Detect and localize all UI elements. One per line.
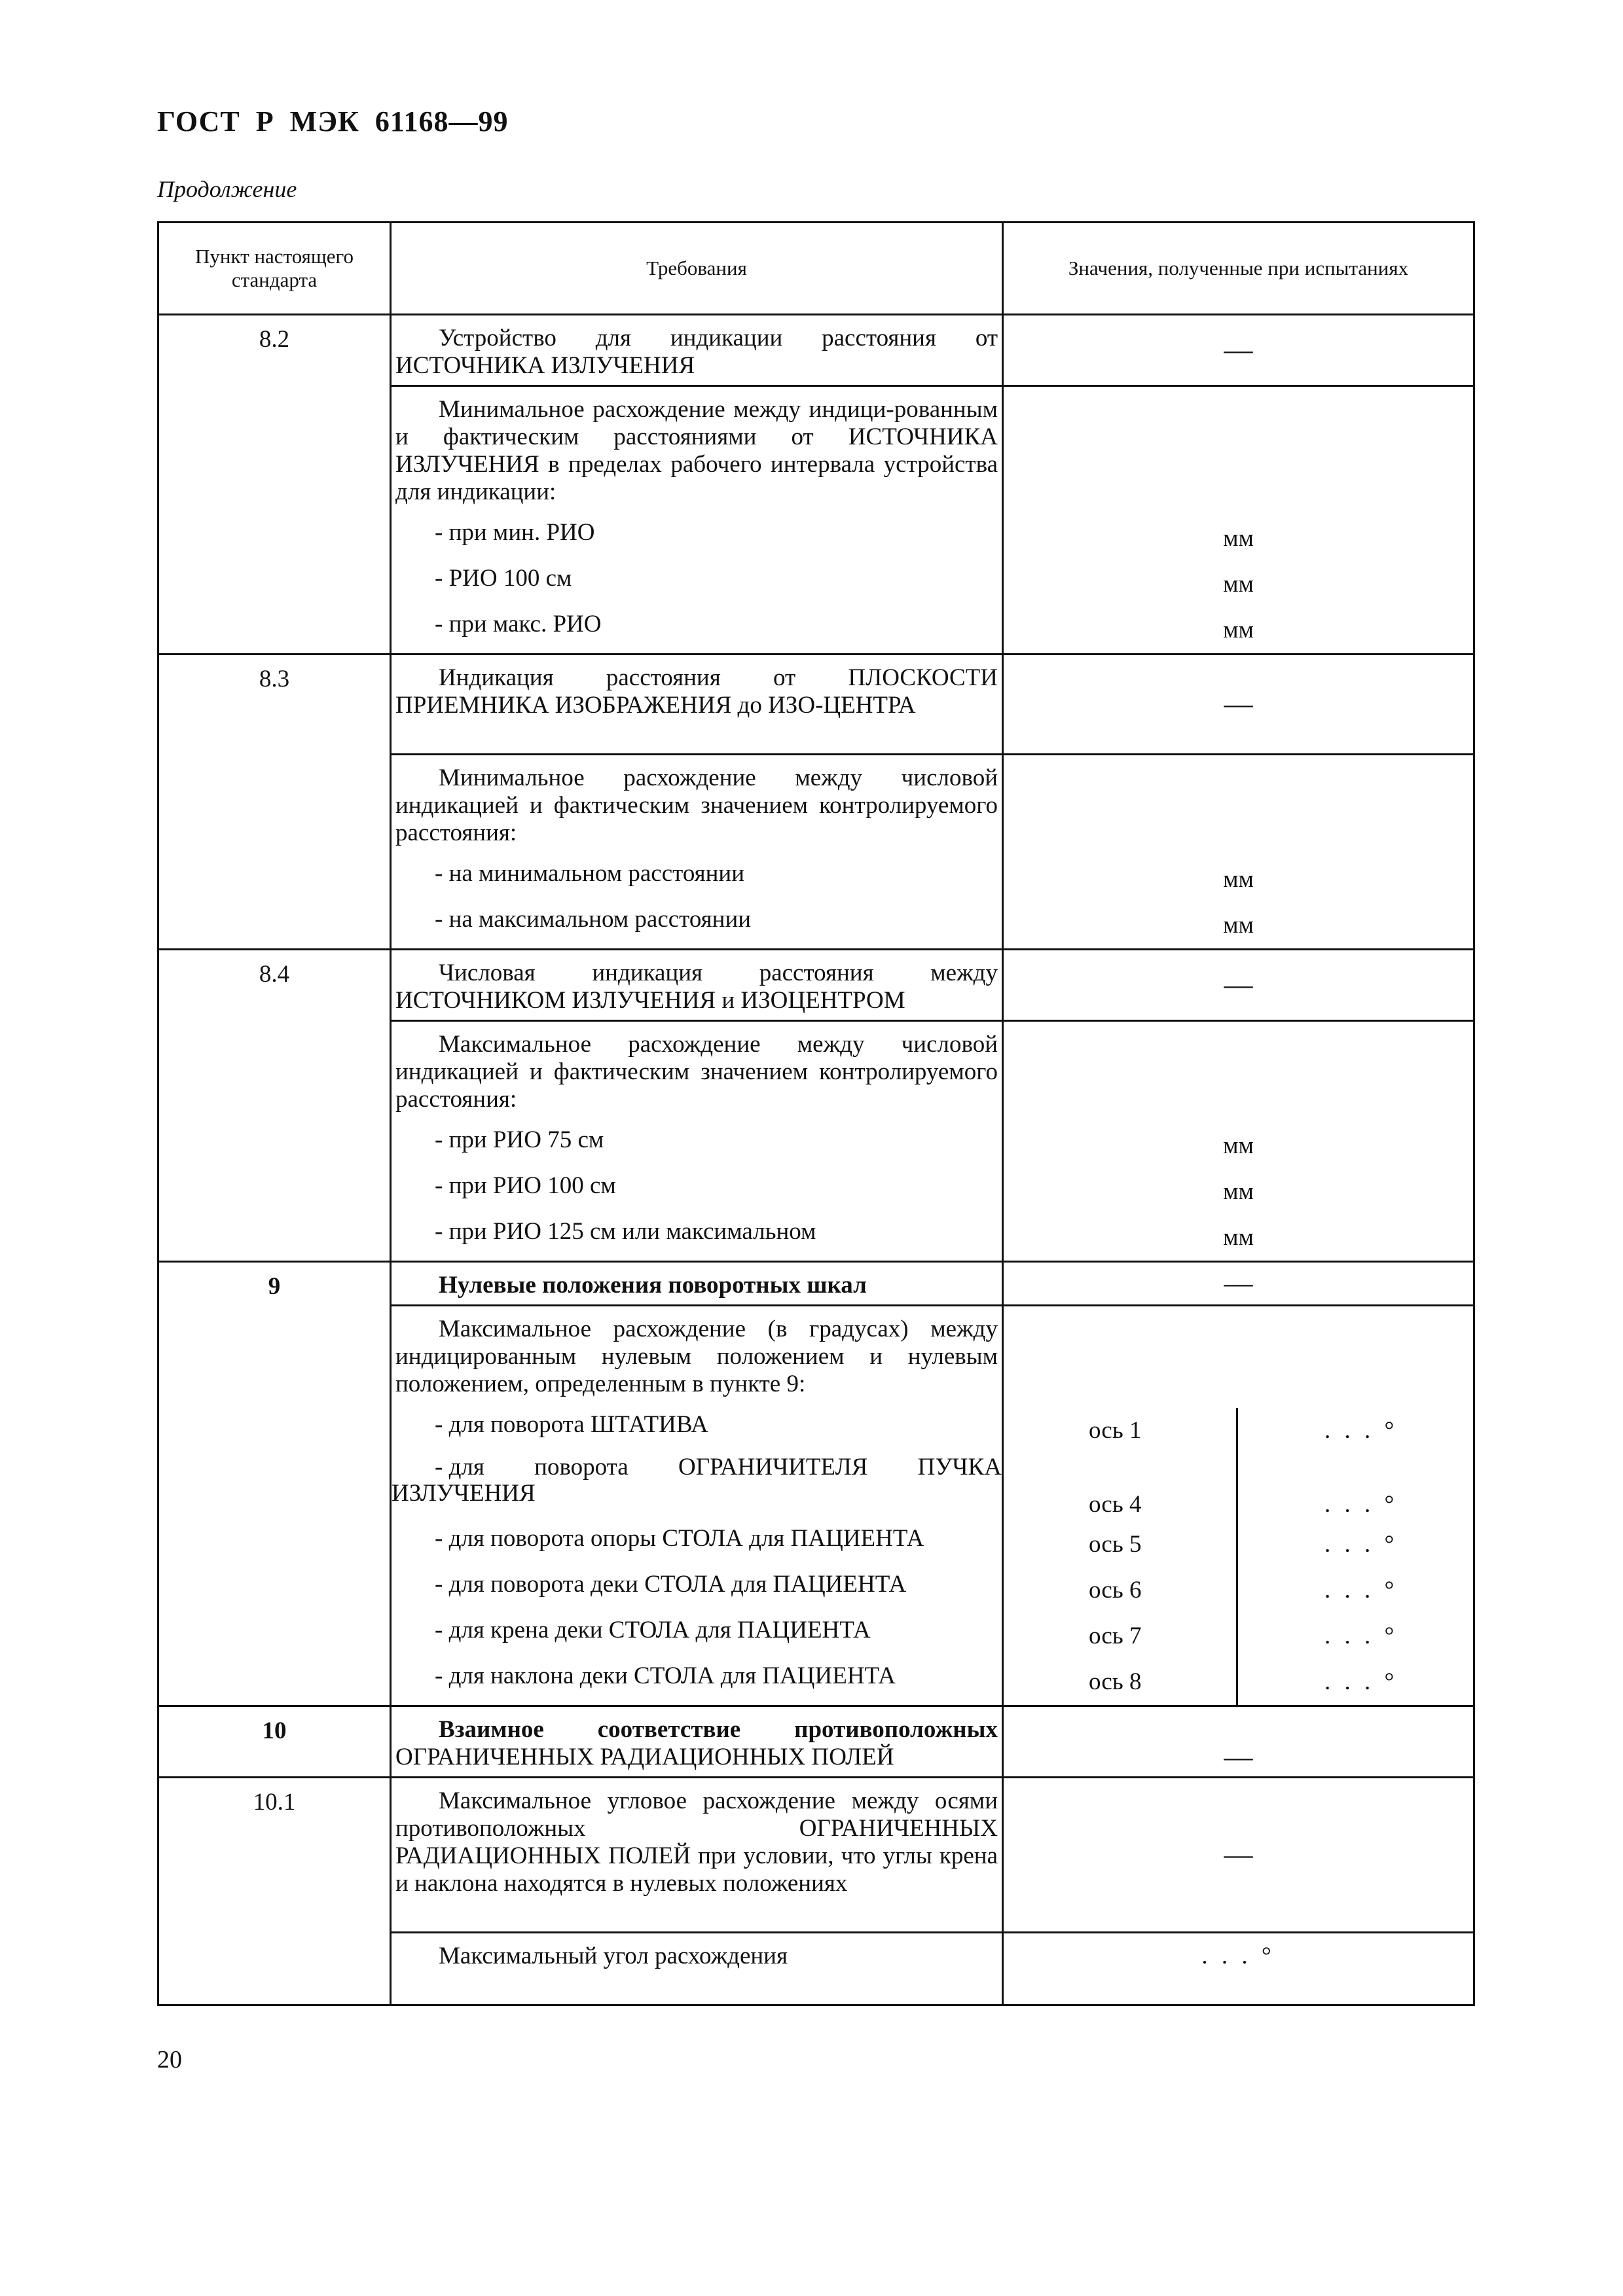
column-header-clause: Пункт настоящего стандарта bbox=[158, 223, 391, 315]
unit-mm: мм bbox=[1223, 525, 1254, 552]
unit-mm: мм bbox=[1223, 617, 1254, 643]
requirement-text: Минимальное расхождение между индици-рованным и фактическим расстояниями от ИСТОЧНИКА ИЗЛУЧЕНИЯ в пределах рабочего интервала устройства для индикации: bbox=[395, 396, 998, 505]
axis-label: ось 1 bbox=[1089, 1417, 1142, 1444]
list-item: - для поворота ШТАТИВА bbox=[435, 1411, 708, 1438]
table-row bbox=[158, 950, 1474, 1021]
list-item: - для поворота деки СТОЛА для ПАЦИЕНТА bbox=[435, 1571, 907, 1598]
degree-placeholder: . . . ° bbox=[1324, 1491, 1398, 1518]
clause-number: 8.2 bbox=[158, 315, 391, 655]
list-item: - при РИО 100 см bbox=[435, 1172, 616, 1199]
clause-number: 10 bbox=[158, 1706, 391, 1778]
requirement-cell bbox=[391, 1933, 1003, 2005]
requirement-cell bbox=[391, 1262, 1003, 1306]
page-number: 20 bbox=[157, 2046, 182, 2073]
list-item: - для крена деки СТОЛА для ПАЦИЕНТА bbox=[435, 1617, 871, 1643]
document-title: ГОСТ Р МЭК 61168—99 bbox=[157, 105, 509, 137]
degree-placeholder: . . . ° bbox=[1201, 1943, 1275, 1969]
unit-mm: мм bbox=[1223, 912, 1254, 939]
value-cell bbox=[1003, 1306, 1474, 1706]
value-cell bbox=[1003, 1021, 1474, 1262]
list-item: - на максимальном расстоянии bbox=[435, 906, 752, 933]
requirement-cell bbox=[391, 1706, 1003, 1778]
table-header-row bbox=[158, 223, 1474, 315]
requirement-cell bbox=[391, 950, 1003, 1021]
table-row bbox=[158, 1706, 1474, 1778]
degree-placeholder: . . . ° bbox=[1324, 1417, 1398, 1444]
unit-mm: мм bbox=[1223, 571, 1254, 598]
axis-label: ось 4 bbox=[1089, 1491, 1142, 1518]
list-item-word: - для bbox=[435, 1454, 484, 1480]
degree-placeholder: . . . ° bbox=[1324, 1531, 1398, 1558]
unit-mm: мм bbox=[1223, 1224, 1254, 1251]
list-item: - для поворота опоры СТОЛА для ПАЦИЕНТА bbox=[435, 1525, 924, 1552]
value-cell-dash: — bbox=[1003, 655, 1474, 755]
list-item: - при РИО 125 см или максимальном bbox=[435, 1218, 816, 1245]
degree-placeholder: . . . ° bbox=[1324, 1577, 1398, 1604]
table-row bbox=[158, 315, 1474, 386]
list-item: - РИО 100 см bbox=[435, 565, 572, 592]
axes-block bbox=[1004, 1408, 1473, 1705]
table-row bbox=[158, 1778, 1474, 1933]
clause-number: 10.1 bbox=[158, 1778, 391, 2005]
list-item: - на минимальном расстоянии bbox=[435, 860, 745, 887]
requirement-text: Максимальное расхождение (в градусах) между индицированным нулевым положением и нулевым положением, определенным в пункте 9: bbox=[395, 1316, 998, 1397]
clause-number: 9 bbox=[158, 1262, 391, 1706]
list-item: - для наклона деки СТОЛА для ПАЦИЕНТА bbox=[435, 1662, 896, 1689]
requirement-cell bbox=[391, 1021, 1003, 1262]
requirement-cell bbox=[391, 655, 1003, 755]
value-cell bbox=[1003, 755, 1474, 950]
requirement-text bbox=[392, 1707, 1002, 1776]
value-cell-dash bbox=[1003, 1706, 1474, 1778]
clause-number: 8.4 bbox=[158, 950, 391, 1262]
unit-mm: мм bbox=[1223, 866, 1254, 893]
requirement-text: Минимальное расхождение между числовой индикацией и фактическим значением контролируемого расстояния: bbox=[395, 764, 998, 846]
axis-label: ось 7 bbox=[1089, 1623, 1142, 1649]
requirement-text: Индикация расстояния от ПЛОСКОСТИ ПРИЕМНИКА ИЗОБРАЖЕНИЯ до ИЗО-ЦЕНТРА bbox=[395, 664, 998, 719]
requirement-cell bbox=[391, 315, 1003, 386]
list-item: - при макс. РИО bbox=[435, 611, 602, 637]
value-cell bbox=[1003, 386, 1474, 655]
column-header-requirements: Требования bbox=[391, 223, 1003, 315]
list-item-word: поворота bbox=[534, 1454, 629, 1480]
value-cell-dash: — bbox=[1003, 950, 1474, 1021]
dash: — bbox=[1224, 1741, 1253, 1773]
list-item: - при мин. РИО bbox=[435, 519, 595, 546]
degree-placeholder: . . . ° bbox=[1324, 1623, 1398, 1649]
requirements-table bbox=[157, 221, 1475, 2006]
list-item bbox=[392, 1448, 1002, 1516]
value-cell-dash: — bbox=[1003, 315, 1474, 386]
requirement-text: Максимальное угловое расхождение между осями противоположных ОГРАНИЧЕННЫХ РАДИАЦИОННЫХ ПОЛЕЙ при условии, что углы крена и наклона находятся в нулевых положениях bbox=[395, 1787, 998, 1897]
requirement-cell bbox=[391, 1306, 1003, 1706]
requirement-cell bbox=[391, 1778, 1003, 1933]
requirement-bold-part: Взаимное соответствие противоположных bbox=[439, 1716, 998, 1743]
requirement-cell bbox=[391, 386, 1003, 655]
axis-label: ось 8 bbox=[1089, 1668, 1142, 1695]
requirement-text: Максимальный угол расхождения bbox=[439, 1943, 788, 1969]
requirement-cell bbox=[391, 755, 1003, 950]
requirement-text: Числовая индикация расстояния между ИСТОЧНИКОМ ИЗЛУЧЕНИЯ и ИЗОЦЕНТРОМ bbox=[395, 960, 998, 1014]
requirement-text: Нулевые положения поворотных шкал bbox=[439, 1272, 867, 1299]
value-cell bbox=[1003, 1933, 1474, 2005]
requirement-caps-part: ОГРАНИЧЕННЫХ РАДИАЦИОННЫХ ПОЛЕЙ bbox=[395, 1744, 894, 1770]
axis-label: ось 5 bbox=[1089, 1531, 1142, 1558]
list-item-line: ИЗЛУЧЕНИЯ bbox=[392, 1480, 536, 1507]
list-item-word: ПУЧКА bbox=[917, 1454, 1002, 1480]
table-row bbox=[158, 655, 1474, 755]
list-item: - при РИО 75 см bbox=[435, 1126, 604, 1153]
list-item-word: ОГРАНИЧИТЕЛЯ bbox=[678, 1454, 868, 1480]
requirement-text: Максимальное расхождение между числовой индикацией и фактическим значением контролируемого расстояния: bbox=[395, 1031, 998, 1113]
table-row bbox=[158, 1262, 1474, 1306]
degree-placeholder: . . . ° bbox=[1324, 1668, 1398, 1695]
clause-number: 8.3 bbox=[158, 655, 391, 950]
unit-mm: мм bbox=[1223, 1132, 1254, 1159]
axis-label: ось 6 bbox=[1089, 1577, 1142, 1604]
unit-mm: мм bbox=[1223, 1178, 1254, 1205]
value-cell-dash: — bbox=[1003, 1778, 1474, 1933]
requirement-text: Устройство для индикации расстояния от ИСТОЧНИКА ИЗЛУЧЕНИЯ bbox=[395, 325, 998, 379]
value-cell-dash: — bbox=[1003, 1262, 1474, 1306]
continuation-label: Продолжение bbox=[157, 176, 297, 202]
column-header-test-values: Значения, полученные при испытаниях bbox=[1003, 223, 1474, 315]
